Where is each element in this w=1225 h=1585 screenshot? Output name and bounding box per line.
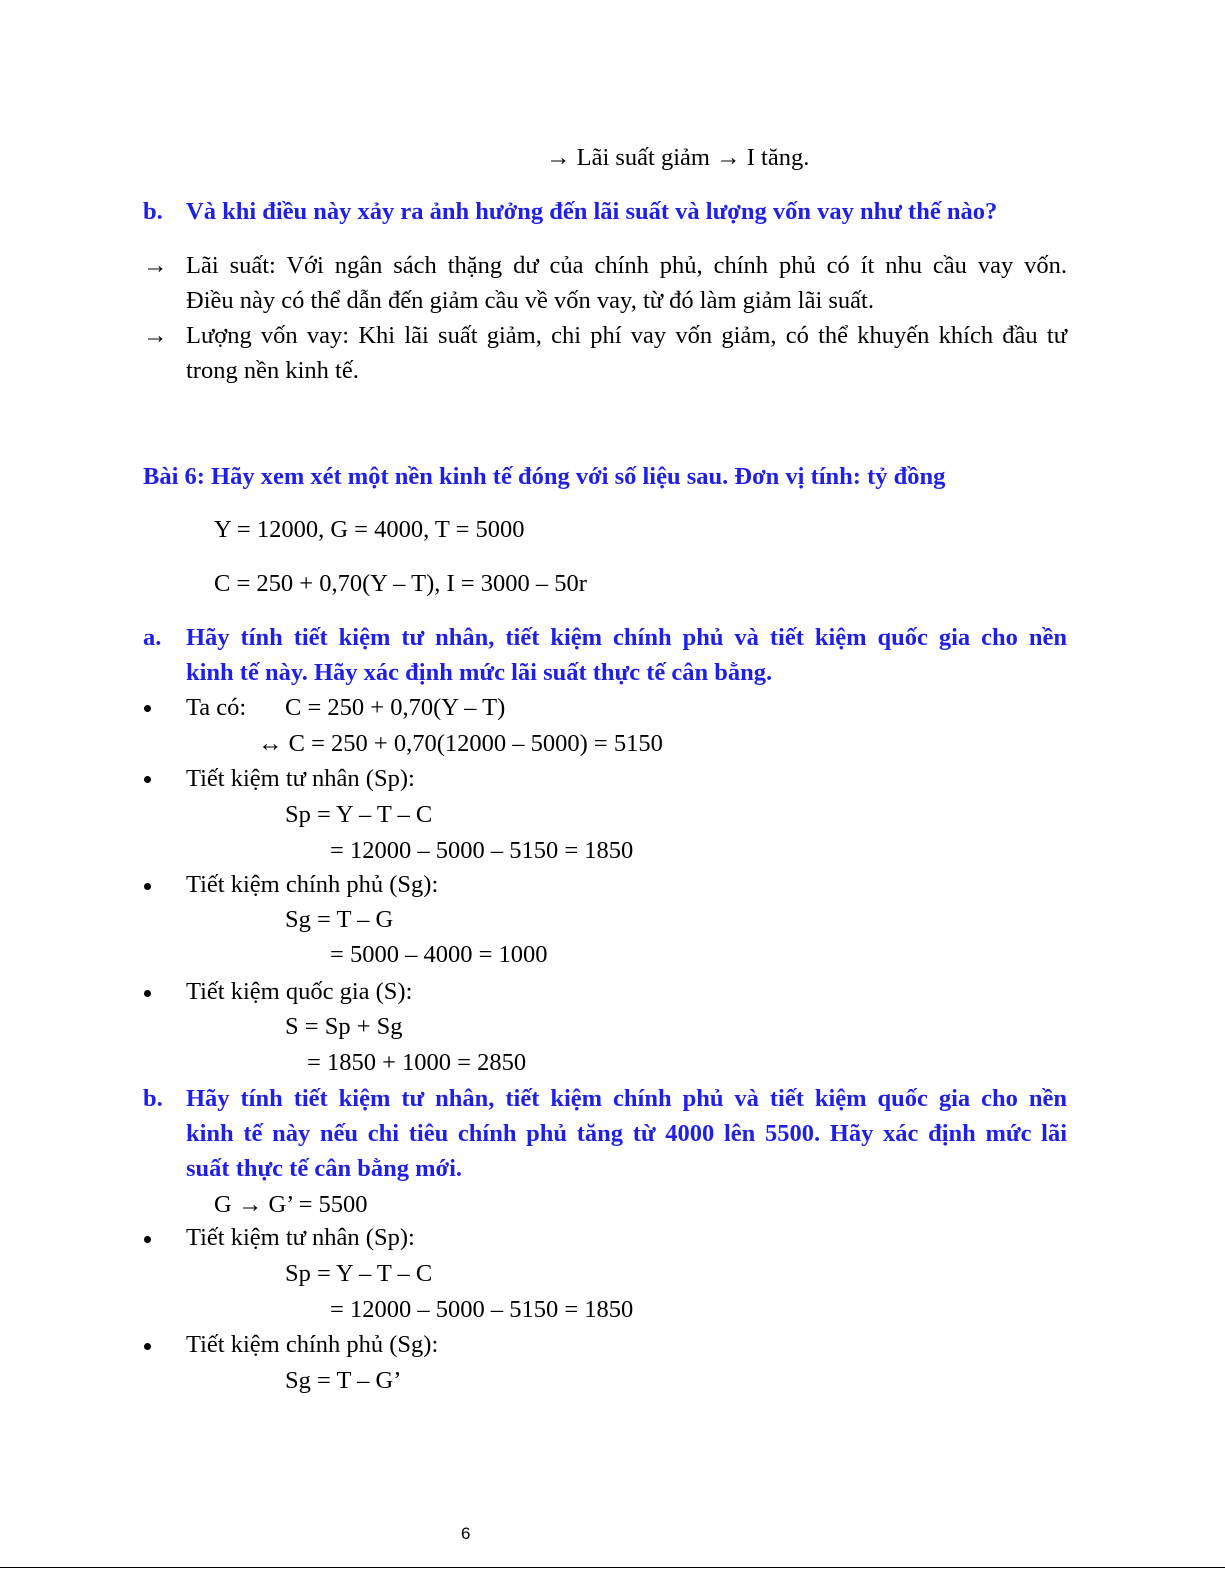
bullet [144,1236,151,1243]
intro-line: → Lãi suất giảm → I tăng. [546,144,810,171]
part-a-question-line-2: kinh tế này. Hãy xác định mức lãi suất thực tế cân bằng. [186,659,773,686]
page-number: 6 [461,1524,471,1543]
a-s-label: Tiết kiệm quốc gia (S): [186,978,413,1005]
part-b-marker: b. [143,1085,163,1112]
answer-1-line-1: Lãi suất: Với ngân sách thặng dư của chính phủ, chính phủ có ít nhu cầu vay vốn. [186,252,1067,279]
bullet [144,705,151,712]
answer-1-line-2: Điều này có thể dẫn đến giảm cầu về vốn vay, từ đó làm giảm lãi suất. [186,287,874,314]
a-sp-calculation: = 12000 – 5000 – 5150 = 1850 [330,837,634,864]
answer-2-line-1: Lượng vốn vay: Khi lãi suất giảm, chi phí vay vốn giảm, có thể khuyến khích đầu tư [186,322,1067,349]
bullet [144,883,151,890]
exercise-title: Bài 6: Hãy xem xét một nền kinh tế đóng với số liệu sau. Đơn vị tính: tỷ đồng [143,463,946,490]
a-sp-label: Tiết kiệm tư nhân (Sp): [186,765,415,792]
a-sg-label: Tiết kiệm chính phủ (Sg): [186,871,439,898]
ta-co-label: Ta có: [186,694,247,721]
answer-2-line-2: trong nền kinh tế. [186,357,359,384]
c-formula: C = 250 + 0,70(Y – T) [285,694,506,721]
b-sp-formula: Sp = Y – T – C [285,1260,433,1287]
b-sg-label: Tiết kiệm chính phủ (Sg): [186,1331,439,1358]
part-b-question-line-3: suất thực tế cân bằng mới. [186,1155,462,1182]
part-a-marker: a. [143,624,162,651]
g-change: G → G’ = 5500 [214,1191,368,1218]
a-sg-calculation: = 5000 – 4000 = 1000 [330,941,548,968]
prev-b-marker: b. [143,198,163,225]
answer-arrow-2: → [143,322,168,349]
answer-arrow-1: → [143,252,168,279]
c-calculation: ↔ C = 250 + 0,70(12000 – 5000) = 5150 [258,730,663,757]
prev-b-question: Và khi điều này xảy ra ảnh hưởng đến lãi suất và lượng vốn vay như thế nào? [186,198,998,225]
bullet [144,1343,151,1350]
footer-rule [0,1567,1225,1568]
given-line-2: C = 250 + 0,70(Y – T), I = 3000 – 50r [214,570,587,597]
part-b-question-line-1: Hãy tính tiết kiệm tư nhân, tiết kiệm chính phủ và tiết kiệm quốc gia cho nền [186,1085,1067,1112]
b-sp-label: Tiết kiệm tư nhân (Sp): [186,1224,415,1251]
bullet [144,990,151,997]
a-s-calculation: = 1850 + 1000 = 2850 [307,1049,527,1076]
a-s-formula: S = Sp + Sg [285,1013,403,1040]
part-a-question-line-1: Hãy tính tiết kiệm tư nhân, tiết kiệm chính phủ và tiết kiệm quốc gia cho nền [186,624,1067,651]
given-line-1: Y = 12000, G = 4000, T = 5000 [214,516,525,543]
b-sp-calculation: = 12000 – 5000 – 5150 = 1850 [330,1296,634,1323]
b-sg-formula: Sg = T – G’ [285,1367,402,1394]
part-b-question-line-2: kinh tế này nếu chi tiêu chính phủ tăng từ 4000 lên 5500. Hãy xác định mức lãi [186,1120,1067,1147]
a-sp-formula: Sp = Y – T – C [285,801,433,828]
bullet [144,776,151,783]
a-sg-formula: Sg = T – G [285,906,394,933]
